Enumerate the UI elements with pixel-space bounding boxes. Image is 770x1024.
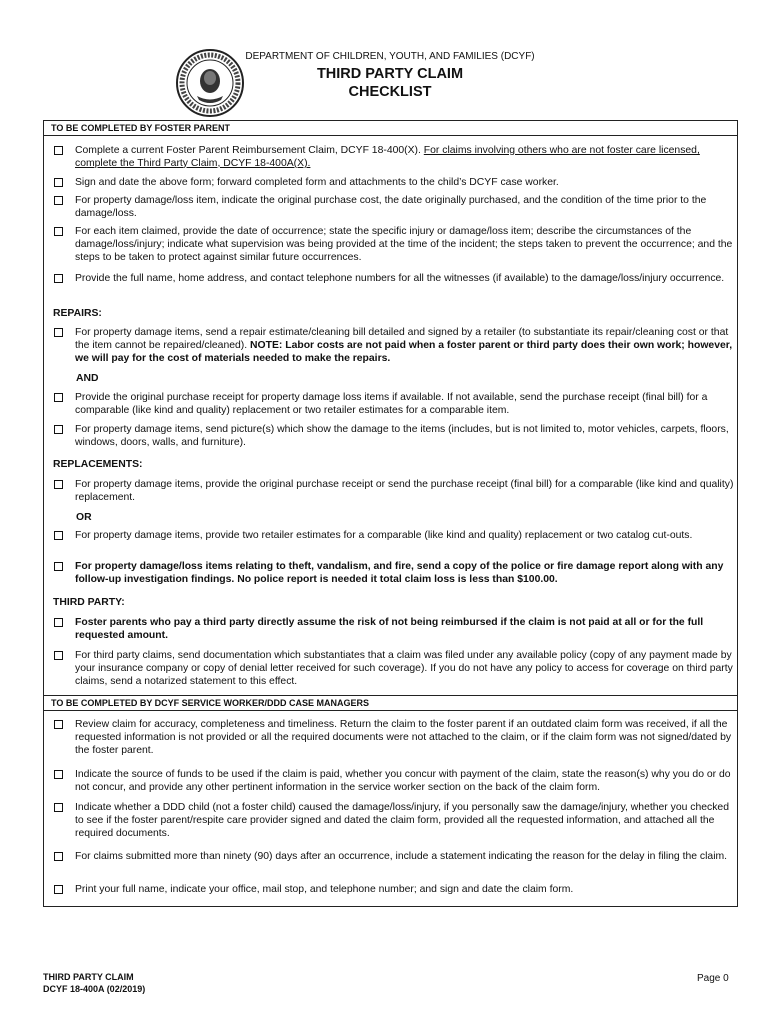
document-title: THIRD PARTY CLAIM [316,66,464,82]
washington-state-seal-icon [175,48,245,118]
item-text: For claims submitted more than ninety (90) days after an occurrence, include a statement indicating the reason for the delay in filing the claim. [75,851,728,862]
checkbox[interactable] [54,480,63,489]
checkbox[interactable] [54,425,63,434]
checkbox[interactable] [54,274,63,283]
item-text: Review claim for accuracy, completeness and timeliness. Return the claim to the foster parent if an outdated claim form was received, if all the requested information is not provided or all the required documents were not attached to the claim, or if the claim form was not signed/dated by the foster parent. [75,719,732,756]
item-text: Complete a current Foster Parent Reimbursement Claim, DCYF 18-400(X). [75,145,424,156]
document-subtitle: CHECKLIST [348,84,432,100]
item-text: For property damage items, provide the original purchase receipt or send the purchase receipt (final bill) for a comparable (like kind and quality) replacement. [75,479,734,503]
item-text: Indicate the source of funds to be used if the claim is paid, whether you concur with payment of the claim, state the reason(s) why you do or do not concur, and provide any other pertinent information in the service worker section on the back of the claim form. [75,769,731,793]
page-number: Page 0 [697,973,729,984]
service-worker-section-heading: TO BE COMPLETED BY DCYF SERVICE WORKER/DDD CASE MANAGERS [44,695,737,711]
checklist-box [43,120,738,907]
checkbox[interactable] [54,227,63,236]
form-identifier [43,971,145,995]
checkbox[interactable] [54,562,63,571]
form-name: THIRD PARTY CLAIM [43,972,134,982]
item-text: For property damage items, provide two retailer estimates for a comparable (like kind and quality) replacement or two catalog cut-outs. [75,530,693,541]
document-header [240,51,540,101]
item-text: Sign and date the above form; forward completed form and attachments to the child’s DCYF case worker. [75,177,559,188]
checkbox[interactable] [54,720,63,729]
item-text: Foster parents who pay a third party directly assume the risk of not being reimbursed if the claim is not paid at all or for the full requested amount. [75,617,704,641]
checkbox[interactable] [54,618,63,627]
checkbox[interactable] [54,651,63,660]
item-text: For each item claimed, provide the date of occurrence; state the specific injury or damage/loss item; describe the circumstances of the damage/loss/injury; indicate what supervision was being provided at the time of the incident; the steps taken to prevent the occurrence; and the steps to be taken to protect against similar future occurrences. [75,226,733,263]
item-text: For property damage/loss item, indicate the original purchase cost, the date originally purchased, and the condition of the time prior to the damage/loss. [75,195,707,219]
item-text: Provide the original purchase receipt for property damage loss items if available. If not available, send the purchase receipt (final bill) for a comparable (like kind and quality) replacement or two retailer estimates for a comparable item. [75,392,708,416]
checkbox[interactable] [54,885,63,894]
checkbox[interactable] [54,852,63,861]
checkbox[interactable] [54,531,63,540]
third-party-heading: THIRD PARTY: [53,597,125,608]
item-text-underlined: For claims involving others who are not foster care licensed, complete the Third Party Claim, DCYF 18-400A(X). [75,145,700,169]
item-text: For property damage items, send picture(s) which show the damage to the items (includes, but is not limited to, motor vehicles, carpets, floors, windows, doors, walls, and furniture). [75,424,729,448]
item-text: For third party claims, send documentation which substantiates that a claim was filed under any available policy (copy of any payment made by your insurance company or copy of denial letter received for such coverage). If you do not have any policy to access for coverage on third party claims, send a notarized statement to this effect. [75,650,733,687]
checkbox[interactable] [54,196,63,205]
and-label: AND [76,373,99,384]
form-number: DCYF 18-400A (02/2019) [43,984,146,994]
item-note: NOTE: Labor costs are not paid when a foster parent or third party does their own work; however, we will pay for the cost of materials needed to make the repairs. [75,339,733,364]
item-text: Print your full name, indicate your office, mail stop, and telephone number; and sign and date the claim form. [75,884,574,895]
checkbox[interactable] [54,803,63,812]
replacements-heading: REPLACEMENTS: [53,459,143,470]
foster-parent-section-heading: TO BE COMPLETED BY FOSTER PARENT [44,121,737,136]
checkbox[interactable] [54,178,63,187]
checkbox[interactable] [54,328,63,337]
item-text: Provide the full name, home address, and contact telephone numbers for all the witnesses (if available) to the damage/loss/injury occurrence. [75,273,725,284]
checkbox[interactable] [54,770,63,779]
checkbox[interactable] [54,146,63,155]
repairs-heading: REPAIRS: [53,308,102,319]
item-text: For property damage items, send a repair estimate/cleaning bill detailed and signed by a retailer (to substantiate its repair/cleaning cost or that the item cannot be repaired/cleaned). [75,327,729,351]
or-label: OR [76,512,92,523]
checkbox[interactable] [54,393,63,402]
item-text: Indicate whether a DDD child (not a foster child) caused the damage/loss/injury, if you personally saw the damage/injury, whether you checked to see if the foster parent/respite care provider signed and dated the claim form, provided all the requested information, and attached all the required documents. [75,802,729,839]
department-name: DEPARTMENT OF CHILDREN, YOUTH, AND FAMILIES (DCYF) [245,51,535,62]
item-text: For property damage/loss items relating to theft, vandalism, and fire, send a copy of the police or fire damage report along with any follow-up investigation findings. No police report is needed it total claim loss is less than $100.00. [75,561,724,585]
